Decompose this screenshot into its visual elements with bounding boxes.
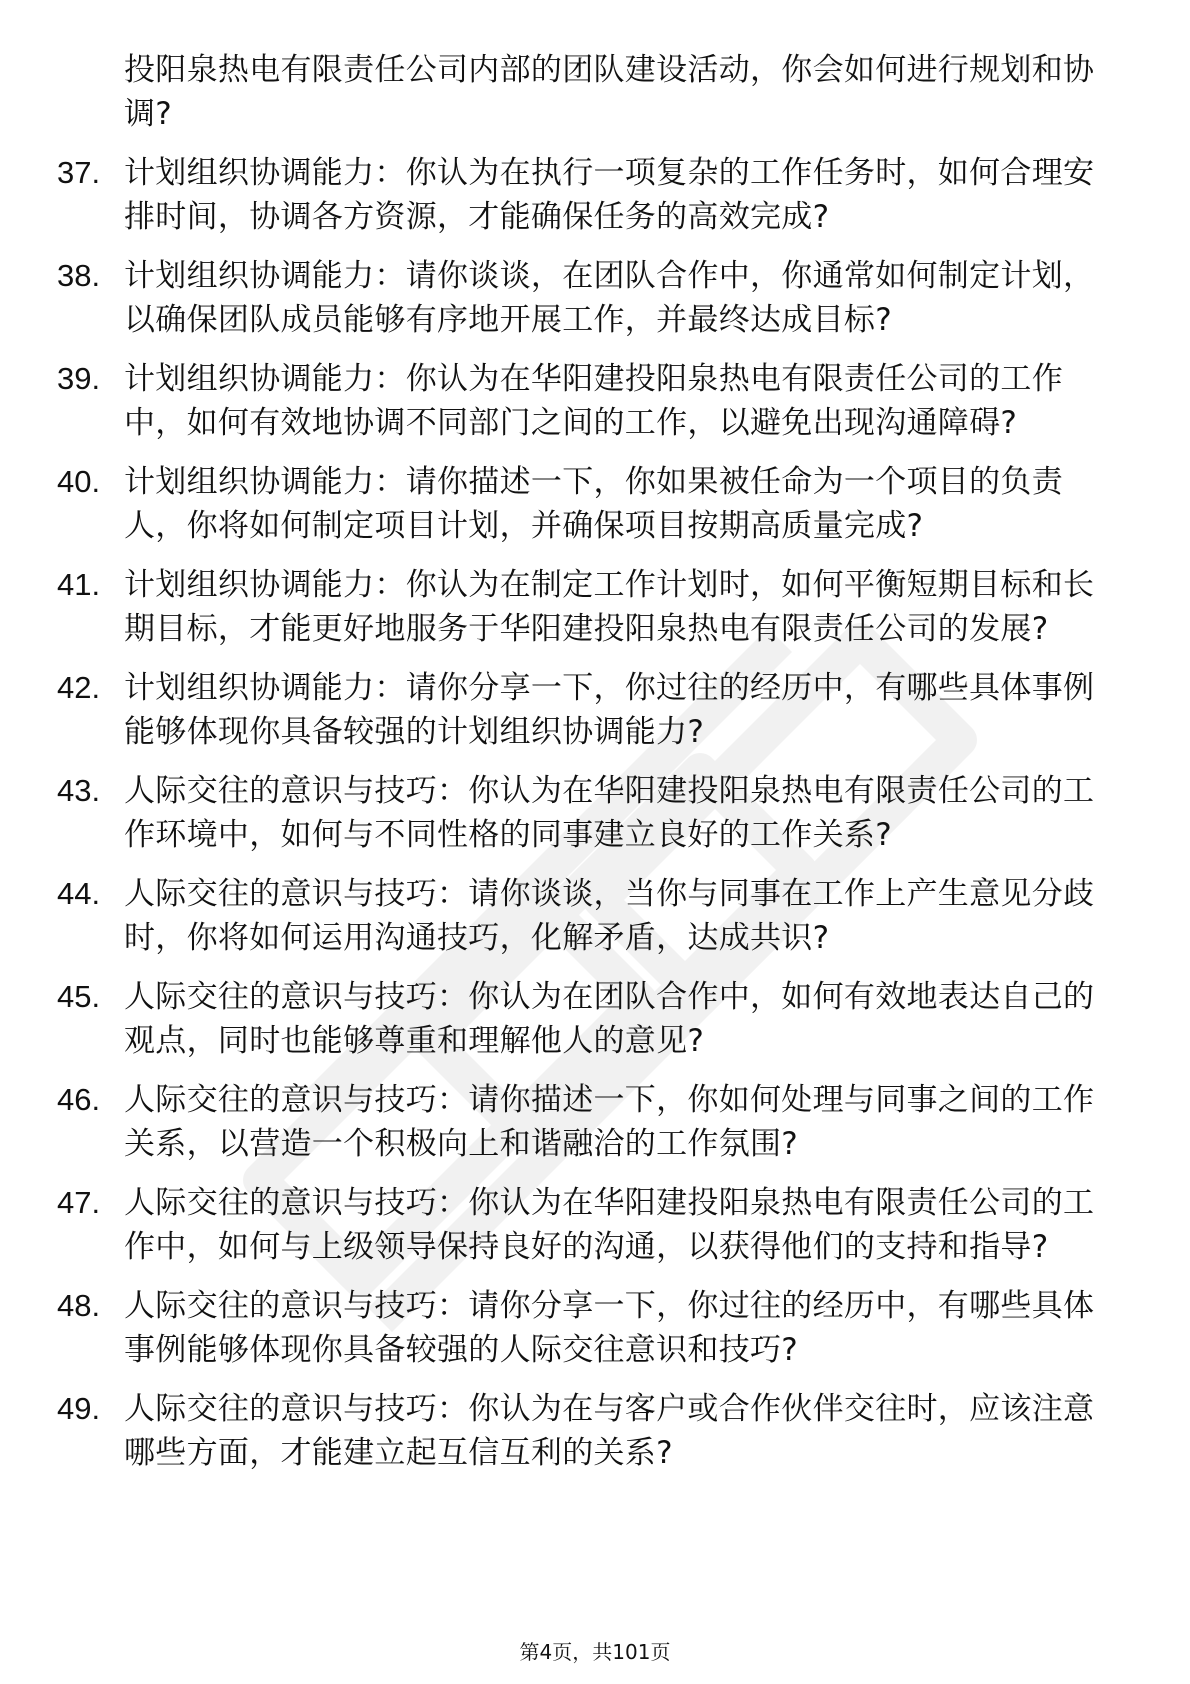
item-number: 41. [57, 567, 101, 602]
item-text: 计划组织协调能力：你认为在执行一项复杂的工作任务时，如何合理安排时间，协调各方资源，才能确保任务的高效完成? [124, 155, 1095, 235]
list-item [0, 1181, 1190, 1269]
item-text: 计划组织协调能力：你认为在华阳建投阳泉热电有限责任公司的工作中，如何有效地协调不同部门之间的工作，以避免出现沟通障碍? [124, 361, 1063, 441]
item-text: 人际交往的意识与技巧：你认为在华阳建投阳泉热电有限责任公司的工作中，如何与上级领导保持良好的沟通，以获得他们的支持和指导? [124, 1185, 1095, 1265]
item-text: 人际交往的意识与技巧：请你描述一下，你如何处理与同事之间的工作关系，以营造一个积极向上和谐融洽的工作氛围? [124, 1082, 1095, 1162]
list-item [0, 769, 1190, 857]
item-text: 计划组织协调能力：请你描述一下，你如果被任命为一个项目的负责人，你将如何制定项目计划，并确保项目按期高质量完成? [124, 464, 1063, 544]
list-item [0, 254, 1190, 342]
list-item-continuation [0, 48, 1190, 136]
list-item [0, 975, 1190, 1063]
item-number: 44. [57, 876, 101, 911]
item-number: 49. [57, 1391, 101, 1426]
item-number: 43. [57, 773, 101, 808]
item-number: 48. [57, 1288, 101, 1323]
item-number: 38. [57, 258, 101, 293]
list-item [0, 1284, 1190, 1372]
item-text: 计划组织协调能力：你认为在制定工作计划时，如何平衡短期目标和长期目标，才能更好地服务于华阳建投阳泉热电有限责任公司的发展? [124, 567, 1095, 647]
list-item [0, 1078, 1190, 1166]
list-item [0, 151, 1190, 239]
item-text: 人际交往的意识与技巧：你认为在华阳建投阳泉热电有限责任公司的工作环境中，如何与不同性格的同事建立良好的工作关系? [124, 773, 1095, 853]
item-number: 45. [57, 979, 101, 1014]
question-list [0, 48, 1190, 1490]
item-text: 计划组织协调能力：请你分享一下，你过往的经历中，有哪些具体事例能够体现你具备较强的计划组织协调能力? [124, 670, 1095, 750]
item-number: 42. [57, 670, 101, 705]
item-number: 46. [57, 1082, 101, 1117]
list-item [0, 460, 1190, 548]
item-number: 39. [57, 361, 101, 396]
list-item [0, 872, 1190, 960]
item-text: 人际交往的意识与技巧：请你谈谈，当你与同事在工作上产生意见分歧时，你将如何运用沟通技巧，化解矛盾，达成共识? [124, 876, 1095, 956]
list-item [0, 563, 1190, 651]
item-number: 47. [57, 1185, 101, 1220]
item-number: 37. [57, 155, 101, 190]
item-text: 计划组织协调能力：请你谈谈，在团队合作中，你通常如何制定计划，以确保团队成员能够有序地开展工作，并最终达成目标? [124, 258, 1095, 338]
list-item [0, 666, 1190, 754]
item-text: 人际交往的意识与技巧：请你分享一下，你过往的经历中，有哪些具体事例能够体现你具备较强的人际交往意识和技巧? [124, 1288, 1095, 1368]
list-item [0, 357, 1190, 445]
list-item [0, 1387, 1190, 1475]
page-footer: 第4页，共101页 [519, 1640, 671, 1664]
item-number: 40. [57, 464, 101, 499]
item-text: 投阳泉热电有限责任公司内部的团队建设活动，你会如何进行规划和协调? [124, 52, 1095, 132]
item-text: 人际交往的意识与技巧：你认为在团队合作中，如何有效地表达自己的观点，同时也能够尊重和理解他人的意见? [124, 979, 1095, 1059]
item-text: 人际交往的意识与技巧：你认为在与客户或合作伙伴交往时，应该注意哪些方面，才能建立起互信互利的关系? [124, 1391, 1095, 1471]
